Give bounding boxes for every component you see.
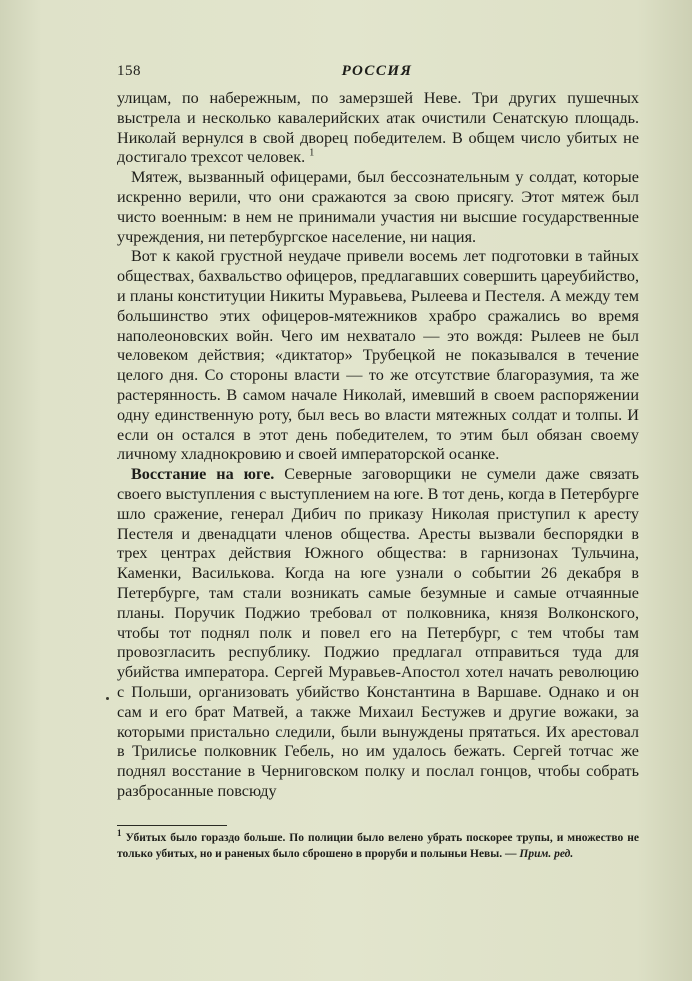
footnote-number: 1 (117, 828, 122, 839)
paragraph-4-text: Северные заговорщики не сумели даже связать своего выступления с выступлением на юге. В тот день, когда в Петербурге шло сражение, генерал Дибич по приказу Николая приступил к аресту Пестеля и двенадцати членов общества. Аресты вызвали беспорядки в трех центрах действия Южного общества: в гарнизонах Тульчина, Каменки, Василькова. Когда на юге узнали о событии 26 декабря в Петербурге, там стали возникать самые безумные и самые отчаянные планы. Поручик Поджио требовал от полковника, князя Волконского, чтобы тот поднял полк и повел его на Петербург, с тем чтобы там провозгласить республику. Поджио предлагал отправиться туда для убийства императора. Сергей Муравьев-Апостол хотел начать революцию с Польши, организовать убийство Константина в Варшаве. Однако и он сам и его брат Матвей, а также Михаил Бестужев и другие вожаки, за которыми пристально следили, были вынуждены прятаться. Их арестовал в Трилисье полковник Гебель, но им удалось бежать. Сергей тотчас же поднял восстание в Черниговском полку и послал гонцов, чтобы собрать разбросанные повсюду (117, 465, 639, 800)
section-heading: Восстание на юге. (131, 465, 275, 484)
footnote-reference[interactable]: 1 (309, 148, 315, 159)
paragraph-1-text: улицам, по набережным, по замерзшей Неве. Три других пушечных выстрела и несколько кавалерийских атак очистили Сенатскую площадь. Николай вернулся в свой дворец победителем. В общем число убитых не достигало трехсот человек. (117, 89, 639, 167)
footnote-divider (117, 825, 227, 826)
editor-note-sign: Прим. ред. (519, 848, 574, 860)
page-header (117, 63, 637, 85)
paragraph-4 (117, 465, 639, 802)
page-body (117, 89, 639, 802)
page-number: 158 (117, 63, 141, 79)
footnote (117, 830, 639, 862)
paragraph-3: Вот к какой грустной неудаче привели восемь лет подготовки в тайных обществах, бахвальство офицеров, предлагавших совершить цареубийство, и планы конституции Никиты Муравьева, Рылеева и Пестеля. А между тем большинство этих офицеров-мятежников храбро сражались во время наполеоновских войн. Чего им нехватало — это вождя: Рылеев не был человеком действия; «диктатор» Трубецкой не показывался в течение целого дня. Со стороны власти — то же отсутствие благоразумия, та же растерянность. В самом начале Николай, имевший в своем распоряжении одну единственную роту, был весь во власти мятежных солдат и толпы. И если он остался в этот день победителем, то этим был обязан своему личному хладнокровию и своей императорской осанке. (117, 247, 639, 464)
running-title: РОССИЯ (341, 63, 413, 79)
paragraph-1 (117, 89, 639, 168)
margin-mark (106, 697, 109, 700)
footnote-text: Убитых было гораздо больше. По полиции было велено убрать поскорее трупы, и множество не только убитых, но и раненых было сброшено в проруби и полыньи Невы. — (117, 832, 639, 860)
paragraph-2: Мятеж, вызванный офицерами, был бессознательным у солдат, которые искренно верили, что они сражаются за свою присягу. Этот мятеж был чисто военным: в нем не принимали участия ни высшие государственные учреждения, ни петербургское население, ни нация. (117, 168, 639, 246)
